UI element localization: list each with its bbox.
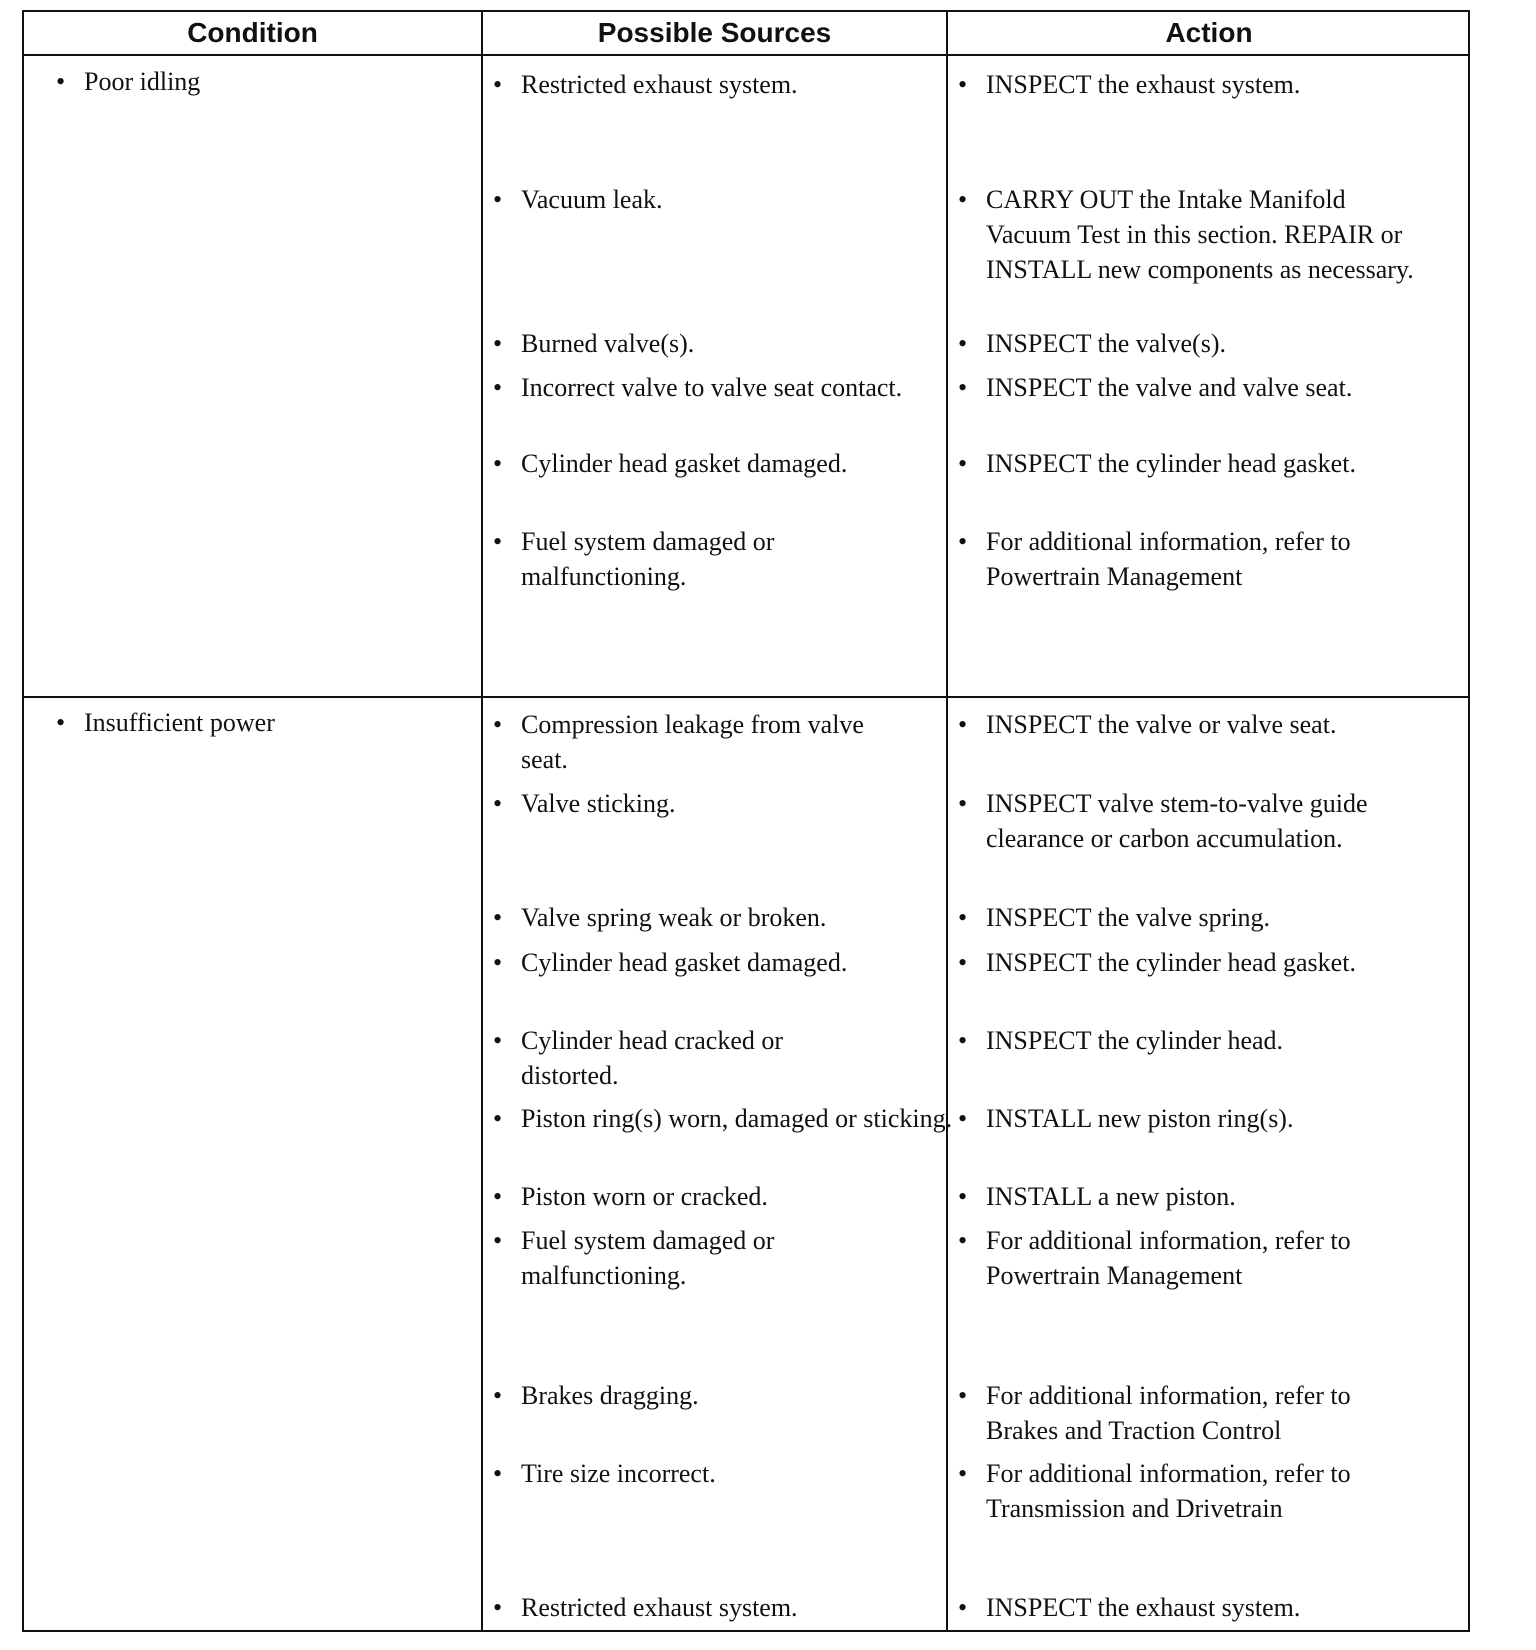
header-possible-sources: Possible Sources [597,17,832,48]
action-cell [956,524,1426,594]
action-text: INSPECT the valve spring. [986,903,1271,932]
action-text: For additional information, refer to Brakes and Traction Control [986,1381,1351,1445]
bullet: • [493,329,503,358]
source-text: Brakes dragging. [521,1381,699,1410]
bullet: • [958,903,968,932]
action-cell [956,1223,1426,1293]
action-cell [956,1179,1416,1214]
bullet: • [958,1182,968,1211]
source-cell [491,945,961,980]
action-text: For additional information, refer to Powertrain Management [986,1226,1351,1290]
action-text: For additional information, refer to Powertrain Management [986,527,1351,591]
action-text: INSPECT the exhaust system. [986,70,1301,99]
bullet: • [56,67,66,96]
source-text: Piston ring(s) worn, damaged or sticking. [521,1104,953,1133]
action-cell [956,1378,1426,1448]
bullet: • [958,70,968,99]
action-text: INSPECT the valve(s). [986,329,1226,358]
bullet: • [958,373,968,402]
source-cell [491,1590,951,1625]
bullet: • [493,1104,503,1133]
action-text: INSPECT the cylinder head gasket. [986,948,1356,977]
source-cell [491,1378,951,1413]
action-cell [956,900,1416,935]
source-cell [491,326,951,361]
source-text: Restricted exhaust system. [521,70,798,99]
bullet: • [493,70,503,99]
source-cell [491,67,951,102]
bullet: • [493,1459,503,1488]
diagnosis-table [22,10,1470,1632]
action-text: INSTALL new piston ring(s). [986,1104,1294,1133]
bullet: • [958,1026,968,1055]
bullet: • [493,1182,503,1211]
action-cell [956,1101,1416,1136]
bullet: • [493,1593,503,1622]
condition-cell [54,64,484,99]
bullet: • [958,1459,968,1488]
source-text: Fuel system damaged or malfunctioning. [521,1226,775,1290]
source-cell [491,1223,851,1293]
action-cell [956,182,1416,287]
source-text: Tire size incorrect. [521,1459,716,1488]
source-cell [491,446,951,481]
action-cell [956,1590,1426,1625]
condition-text: Insufficient power [84,708,275,737]
bullet: • [493,373,503,402]
bullet: • [958,329,968,358]
action-text: For additional information, refer to Transmission and Drivetrain [986,1459,1351,1523]
action-text: INSPECT valve stem-to-valve guide clearance or carbon accumulation. [986,789,1368,853]
source-text: Vacuum leak. [521,185,663,214]
action-cell [956,326,1416,361]
action-cell [956,1456,1426,1526]
bullet: • [493,1226,503,1255]
bullet: • [958,1104,968,1133]
action-cell [956,446,1386,481]
action-text: INSTALL a new piston. [986,1182,1236,1211]
bullet: • [493,1026,503,1055]
bullet: • [958,1381,968,1410]
action-text: INSPECT the valve and valve seat. [986,373,1353,402]
condition-cell [54,705,484,740]
bullet: • [958,185,968,214]
source-text: Burned valve(s). [521,329,695,358]
source-cell [491,1023,881,1093]
action-text: CARRY OUT the Intake Manifold Vacuum Test in this section. REPAIR or INSTALL new components as necessary. [986,185,1414,284]
bullet: • [493,903,503,932]
source-cell [491,1179,961,1214]
source-text: Valve sticking. [521,789,676,818]
header-divider [24,54,1468,56]
bullet: • [56,708,66,737]
bullet: • [493,789,503,818]
header-action: Action [1165,17,1253,48]
action-cell [956,370,1416,405]
source-cell [491,707,901,777]
bullet: • [493,1381,503,1410]
column-divider [481,12,483,1630]
action-text: INSPECT the cylinder head. [986,1026,1284,1055]
bullet: • [493,449,503,478]
action-cell [956,67,1466,102]
bullet: • [493,527,503,556]
bullet: • [958,1593,968,1622]
action-cell [956,945,1386,980]
source-cell [491,182,951,217]
bullet: • [958,710,968,739]
action-text: INSPECT the cylinder head gasket. [986,449,1356,478]
bullet: • [958,449,968,478]
source-cell [491,524,851,594]
source-cell [491,1101,961,1136]
action-text: INSPECT the valve or valve seat. [986,710,1337,739]
source-text: Valve spring weak or broken. [521,903,827,932]
condition-text: Poor idling [84,67,201,96]
source-text: Compression leakage from valve seat. [521,710,864,774]
action-text: INSPECT the exhaust system. [986,1593,1301,1622]
bullet: • [493,948,503,977]
source-cell [491,900,961,935]
action-cell [956,786,1406,856]
bullet: • [493,185,503,214]
group-divider [24,696,1468,698]
source-text: Incorrect valve to valve seat contact. [521,373,903,402]
source-text: Piston worn or cracked. [521,1182,768,1211]
source-text: Cylinder head cracked or distorted. [521,1026,784,1090]
source-cell [491,1456,951,1491]
header-condition: Condition [187,17,318,48]
bullet: • [958,948,968,977]
bullet: • [958,1226,968,1255]
source-text: Restricted exhaust system. [521,1593,798,1622]
bullet: • [958,789,968,818]
source-text: Cylinder head gasket damaged. [521,948,848,977]
source-text: Cylinder head gasket damaged. [521,449,848,478]
action-cell [956,707,1491,742]
source-cell [491,370,921,405]
source-cell [491,786,951,821]
bullet: • [493,710,503,739]
action-cell [956,1023,1416,1058]
bullet: • [958,527,968,556]
source-text: Fuel system damaged or malfunctioning. [521,527,775,591]
